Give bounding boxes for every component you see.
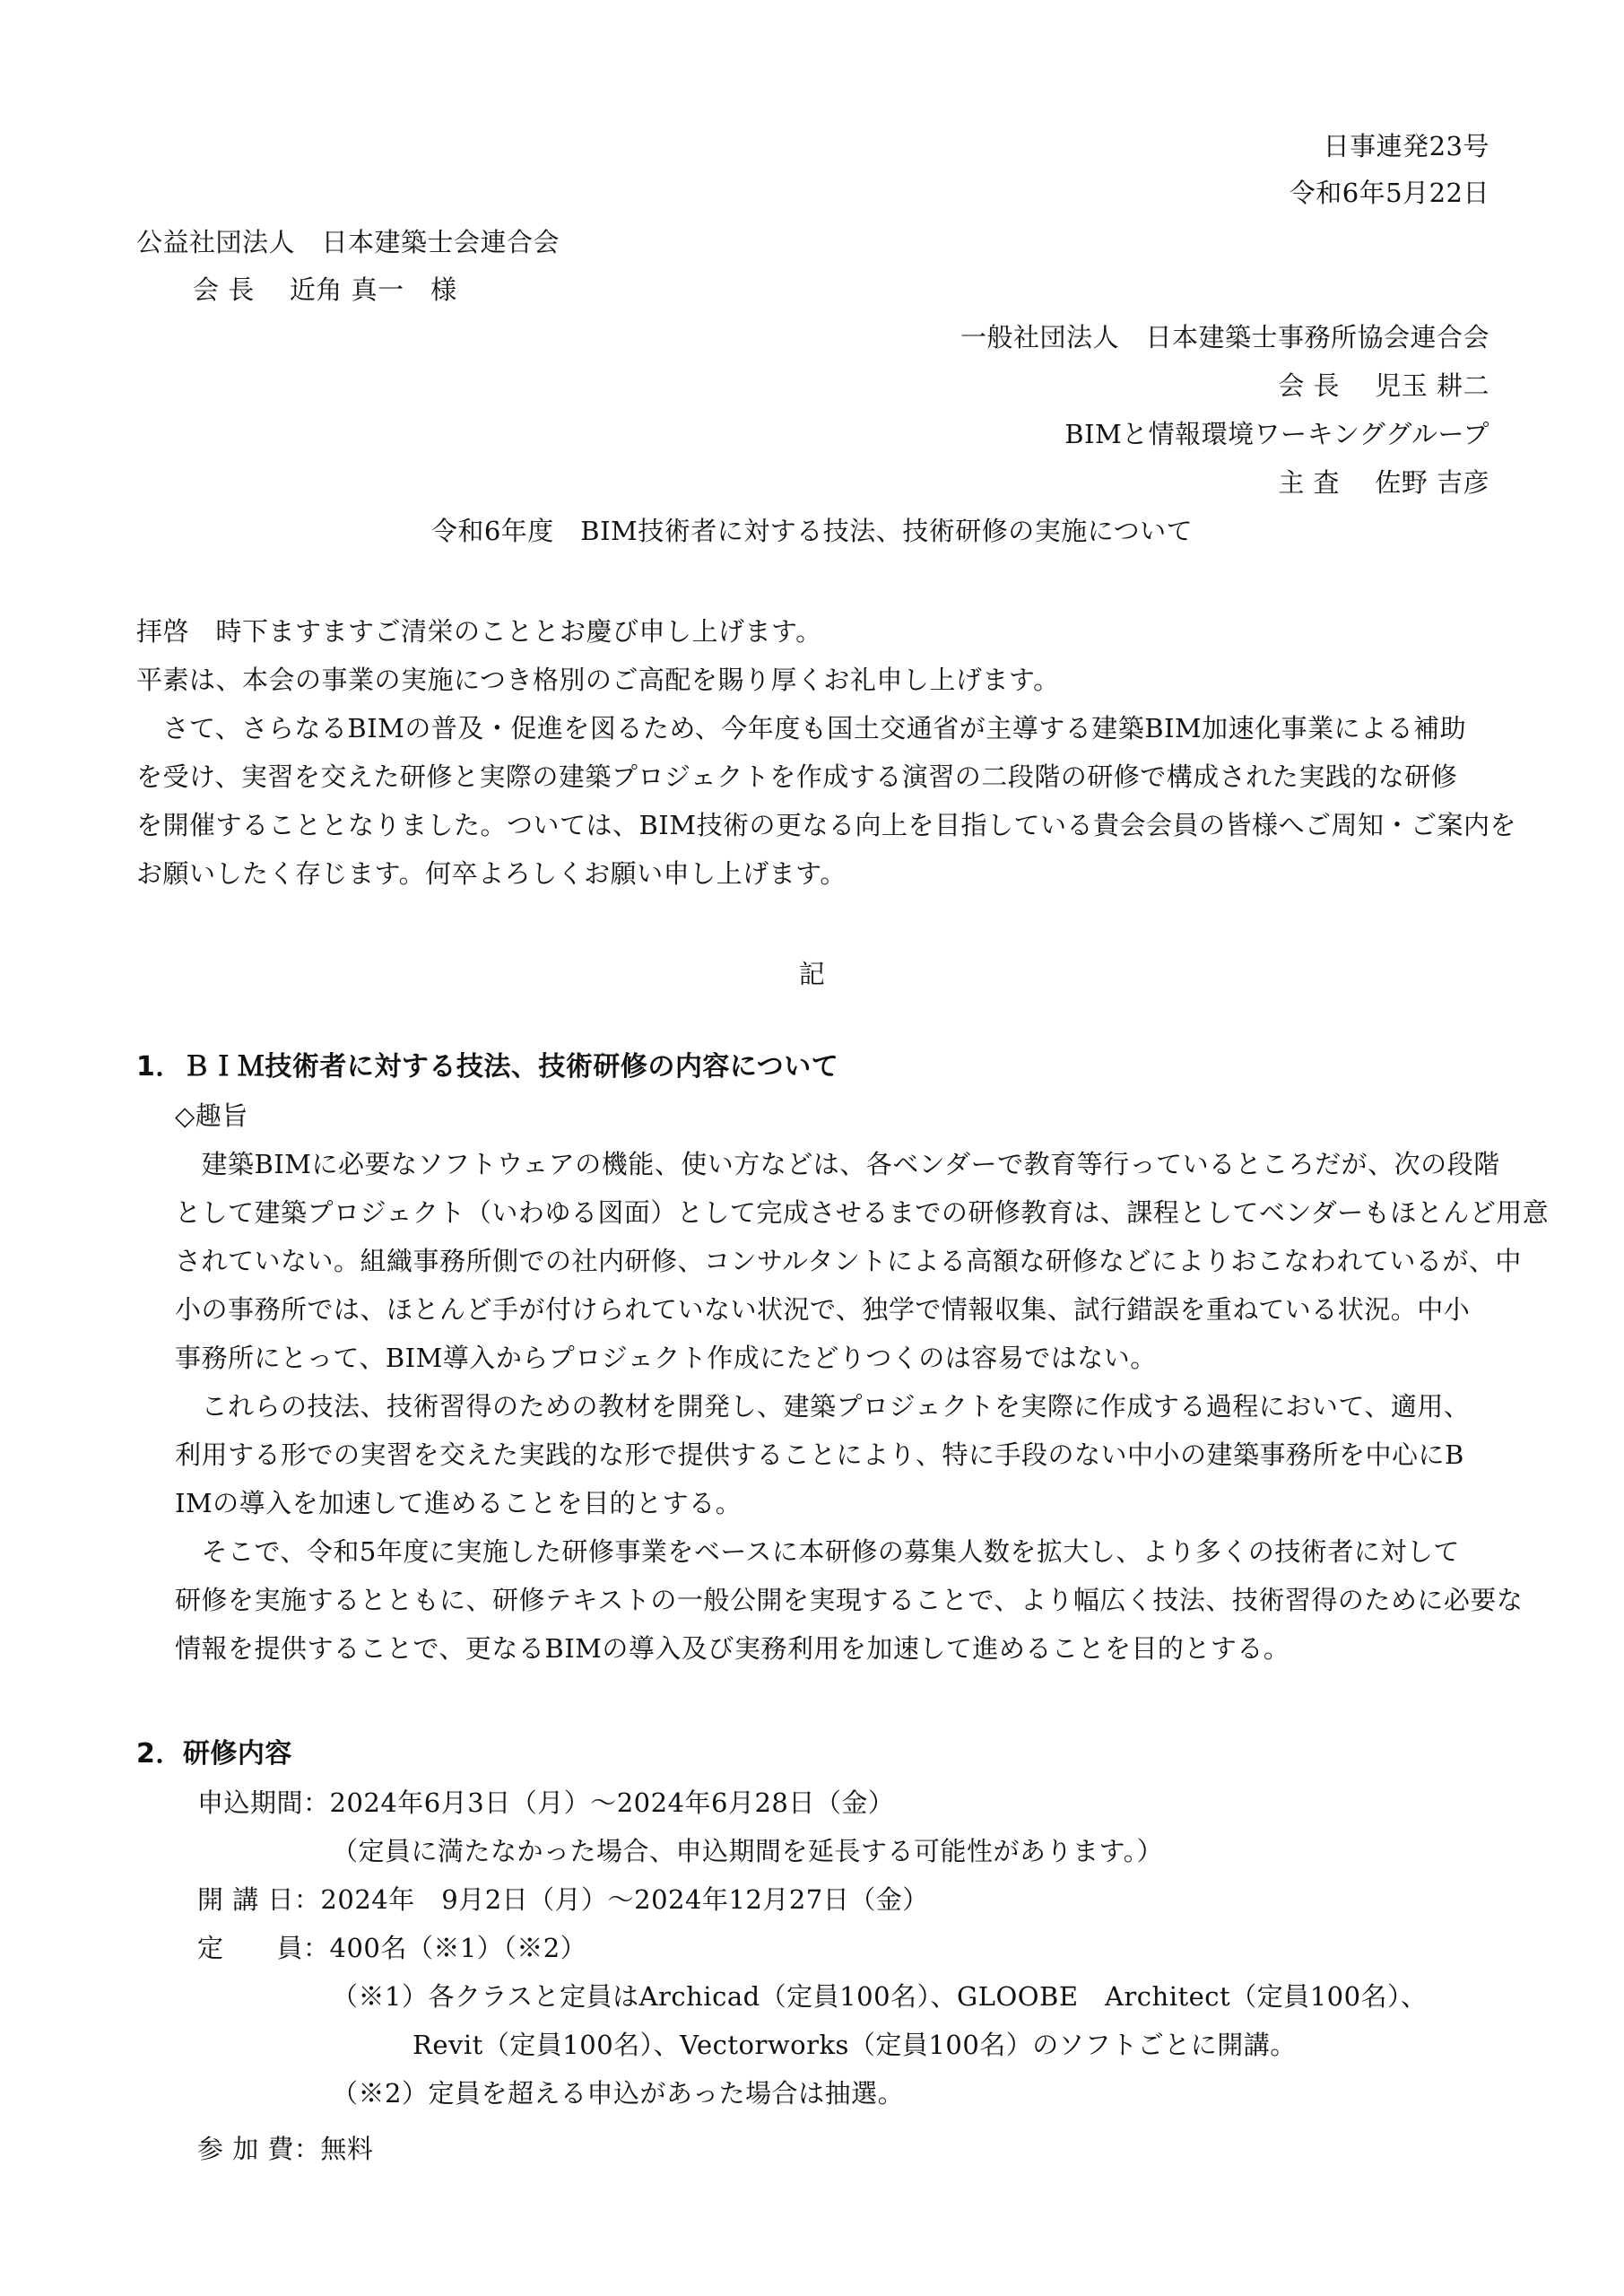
- purpose-line: IMの導入を加速して進めることを目的とする。: [175, 1488, 743, 1518]
- sender-organization: 一般社団法人 日本建築士事務所協会連合会: [960, 322, 1489, 352]
- greeting-line: 拝啓 時下ますますご清栄のこととお慶び申し上げます。: [136, 616, 822, 647]
- document-number: 日事連発23号: [1323, 131, 1489, 161]
- capacity: 定 員：400名（※1）（※2）: [197, 1933, 587, 1963]
- application-period: 申込期間：2024年6月3日（月）～2024年6月28日（金）: [197, 1787, 895, 1818]
- purpose-line: 利用する形での実習を交えた実践的な形で提供することにより、特に手段のない中小の建築事務所を中心にB: [175, 1439, 1464, 1470]
- intro-line: を開催することとなりました。ついては、BIM技術の更なる向上を目指している貴会会員の皆様へご周知・ご案内を: [136, 810, 1516, 840]
- section1-subheading: ◇趣旨: [175, 1100, 248, 1131]
- sender-group: BIMと情報環境ワーキンググループ: [1064, 419, 1489, 449]
- purpose-line: 情報を提供することで、更なるBIMの導入及び実務利用を加速して進めることを目的とする。: [175, 1633, 1290, 1664]
- capacity-note-2: （※2）定員を超える申込があった場合は抽選。: [332, 2078, 905, 2109]
- sender-president: 会 長 児玉 耕二: [1278, 370, 1489, 401]
- participation-fee: 参 加 費：無料: [197, 2134, 374, 2164]
- recipient-person: 会 長 近角 真一 様: [193, 274, 457, 305]
- purpose-line: 小の事務所では、ほとんど手が付けられていない状況で、独学で情報収集、試行錯誤を重ねている状況。中小: [175, 1294, 1471, 1325]
- intro-line: を受け、実習を交えた研修と実際の建築プロジェクトを作成する演習の二段階の研修で構成された実践的な研修: [136, 761, 1458, 792]
- purpose-line: 研修を実施するとともに、研修テキストの一般公開を実現することで、より幅広く技法、技術習得のために必要な: [175, 1585, 1524, 1615]
- purpose-line: されていない。組織事務所側での社内研修、コンサルタントによる高額な研修などによりおこなわれているが、中: [175, 1246, 1522, 1276]
- purpose-line: として建築プロジェクト（いわゆる図面）として完成させるまでの研修教育は、課程としてベンダーもほとんど用意: [175, 1197, 1550, 1228]
- section1-heading: 1．ＢＩＭ技術者に対する技法、技術研修の内容について: [136, 1051, 839, 1083]
- application-note: （定員に満たなかった場合、申込期間を延長する可能性があります。）: [332, 1836, 1164, 1866]
- section2-heading: 2．研修内容: [136, 1738, 292, 1770]
- capacity-note-1-continued: Revit（定員100名）、Vectorworks（定員100名）のソフトごとに開講。: [413, 2030, 1297, 2060]
- purpose-line: これらの技法、技術習得のための教材を開発し、建築プロジェクトを実際に作成する過程において、適用、: [175, 1391, 1471, 1422]
- purpose-line: 建築BIMに必要なソフトウェアの機能、使い方などは、各ベンダーで教育等行っているところだが、次の段階: [175, 1149, 1500, 1179]
- intro-line: さて、さらなるBIMの普及・促進を図るため、今年度も国土交通省が主導する建築BIM加速化事業による補助: [136, 713, 1467, 744]
- recipient-organization: 公益社団法人 日本建築士会連合会: [136, 227, 560, 257]
- capacity-note-1: （※1）各クラスと定員はArchicad（定員100名）、GLOOBE Architect（定員100名）、: [332, 1981, 1428, 2012]
- sender-chief: 主 査 佐野 吉彦: [1278, 467, 1489, 498]
- greeting-line: 平素は、本会の事業の実施につき格別のご高配を賜り厚くお礼申し上げます。: [136, 665, 1060, 695]
- purpose-line: 事務所にとって、BIM導入からプロジェクト作成にたどりつくのは容易ではない。: [175, 1343, 1157, 1373]
- ki-marker: 記: [798, 959, 826, 989]
- document-date: 令和6年5月22日: [1289, 178, 1489, 208]
- document-title: 令和6年度 BIM技術者に対する技法、技術研修の実施について: [430, 516, 1194, 546]
- course-dates: 開 講 日：2024年 9月2日（月）～2024年12月27日（金）: [197, 1884, 929, 1915]
- intro-line: お願いしたく存じます。何卒よろしくお願い申し上げます。: [136, 858, 847, 889]
- purpose-line: そこで、令和5年度に実施した研修事業をベースに本研修の募集人数を拡大し、より多くの技術者に対して: [175, 1536, 1460, 1567]
